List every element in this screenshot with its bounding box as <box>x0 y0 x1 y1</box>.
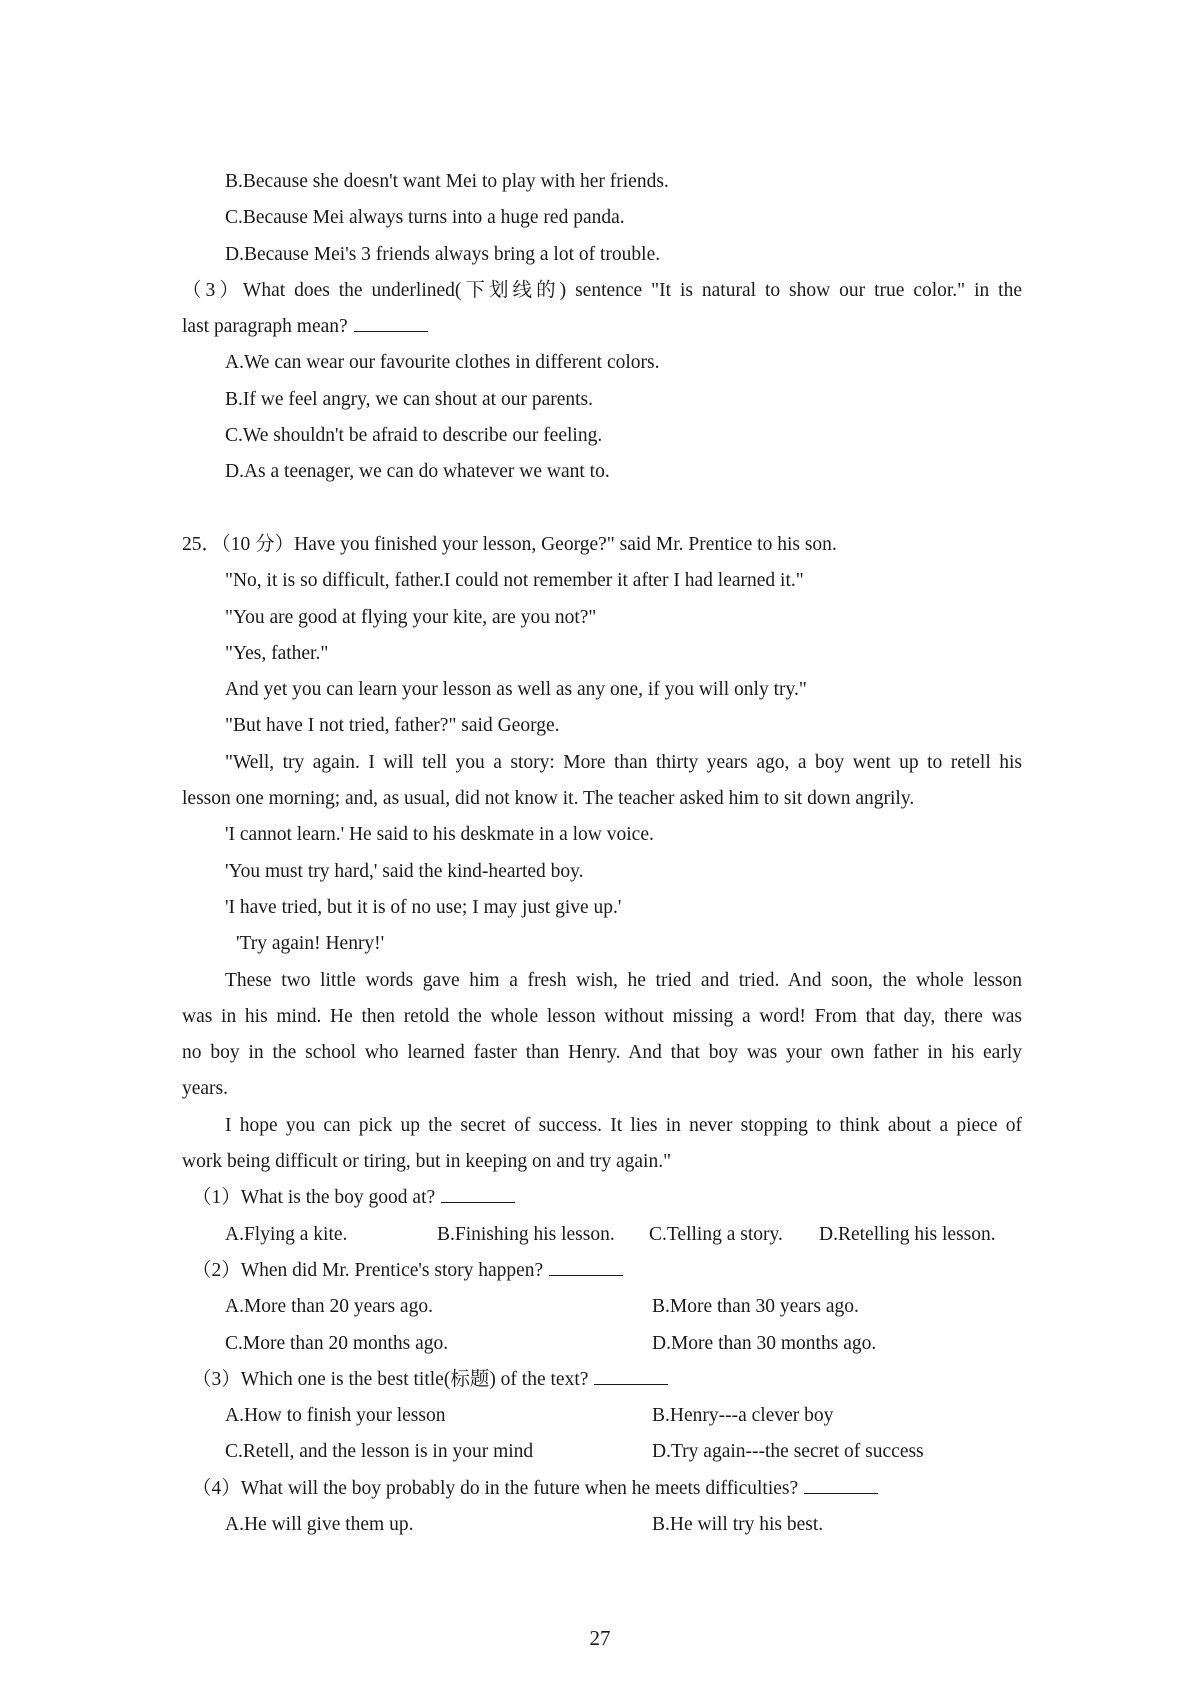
q25-question-1: （1）What is the boy good at? <box>182 1180 1022 1216</box>
question-3-stem: （3）What does the underlined(下划线的) sentence "It is natural to show our true color." in the <box>182 279 1022 301</box>
q25-q3-options-row2 <box>182 1434 1022 1470</box>
q25-q2-options-row1 <box>182 1289 1022 1325</box>
option-c: C.More than 20 months ago. <box>225 1332 449 1354</box>
q25-heading: 25．（10 分）Have you finished your lesson, George?" said Mr. Prentice to his son. <box>182 533 837 555</box>
option-c: C.Retell, and the lesson is in your mind <box>225 1441 534 1463</box>
answer-blank[interactable] <box>594 1362 668 1385</box>
passage-line: no boy in the school who learned faster than Henry. And that boy was your own father in his early <box>182 1042 1022 1064</box>
page-body <box>182 164 1022 1543</box>
passage-line: "You are good at flying your kite, are you not?" <box>225 606 597 628</box>
q25-q4-options-row1 <box>182 1507 1022 1543</box>
passage-line: I hope you can pick up the secret of success. It lies in never stopping to think about a piece of <box>225 1114 1022 1136</box>
q25-question-3: （3）Which one is the best title(标题) of the text? <box>182 1362 1022 1398</box>
passage-line: And yet you can learn your lesson as well as any one, if you will only try." <box>225 679 807 701</box>
option-d: D.Because Mei's 3 friends always bring a lot of trouble. <box>225 243 661 265</box>
passage-line: "Yes, father." <box>225 642 329 664</box>
passage-line: These two little words gave him a fresh wish, he tried and tried. And soon, the whole lesson <box>225 969 1022 991</box>
passage-line: 'You must try hard,' said the kind-hearted boy. <box>225 860 584 882</box>
passage-line: work being difficult or tiring, but in keeping on and try again." <box>182 1151 672 1173</box>
q25-q1-options <box>182 1217 1022 1253</box>
passage-line: "Well, try again. I will tell you a story: More than thirty years ago, a boy went up to retell his <box>225 751 1022 773</box>
answer-blank[interactable] <box>549 1253 623 1276</box>
q3-option-b: B.If we feel angry, we can shout at our parents. <box>225 388 594 410</box>
q25-q3-options-row1 <box>182 1398 1022 1434</box>
option-a: A.Flying a kite. <box>225 1223 348 1245</box>
option-d: D.Retelling his lesson. <box>819 1223 996 1245</box>
answer-blank[interactable] <box>354 309 428 332</box>
answer-blank[interactable] <box>804 1471 878 1494</box>
option-a: A.How to finish your lesson <box>225 1405 446 1427</box>
q3-option-a: A.We can wear our favourite clothes in different colors. <box>225 352 660 374</box>
passage-line: "But have I not tried, father?" said George. <box>225 715 560 737</box>
passage-line: 'I have tried, but it is of no use; I may just give up.' <box>225 896 622 918</box>
passage-line: "No, it is so difficult, father.I could not remember it after I had learned it." <box>225 570 804 592</box>
option-b: B.He will try his best. <box>652 1513 824 1535</box>
option-d: D.More than 30 months ago. <box>652 1332 877 1354</box>
passage-line: lesson one morning; and, as usual, did not know it. The teacher asked him to sit down angrily. <box>182 788 915 810</box>
q25-question-2: （2）When did Mr. Prentice's story happen? <box>182 1253 1022 1289</box>
option-a: A.He will give them up. <box>225 1513 414 1535</box>
option-b: B.Henry---a clever boy <box>652 1405 834 1427</box>
passage-line: years. <box>182 1078 229 1100</box>
page-number: 27 <box>589 1626 611 1650</box>
option-b: B.More than 30 years ago. <box>652 1296 859 1318</box>
q3-option-d: D.As a teenager, we can do whatever we want to. <box>225 461 610 483</box>
option-d: D.Try again---the secret of success <box>652 1441 924 1463</box>
option-b: B.Finishing his lesson. <box>437 1223 615 1245</box>
passage-line: 'I cannot learn.' He said to his deskmate in a low voice. <box>225 824 654 846</box>
passage-line: 'Try again! Henry!' <box>236 933 385 955</box>
answer-blank[interactable] <box>441 1180 515 1203</box>
option-b: B.Because she doesn't want Mei to play with her friends. <box>225 171 669 192</box>
option-a: A.More than 20 years ago. <box>225 1296 433 1318</box>
q25-question-4: （4）What will the boy probably do in the future when he meets difficulties? <box>182 1471 1022 1507</box>
option-c: C.Because Mei always turns into a huge red panda. <box>225 207 625 229</box>
passage-line: was in his mind. He then retold the whole lesson without missing a word! From that day, there was <box>182 1005 1022 1027</box>
q25-q2-options-row2 <box>182 1326 1022 1362</box>
q3-option-c: C.We shouldn't be afraid to describe our feeling. <box>225 425 603 447</box>
question-3-stem-cont: last paragraph mean? <box>182 309 1022 345</box>
option-c: C.Telling a story. <box>649 1223 783 1245</box>
